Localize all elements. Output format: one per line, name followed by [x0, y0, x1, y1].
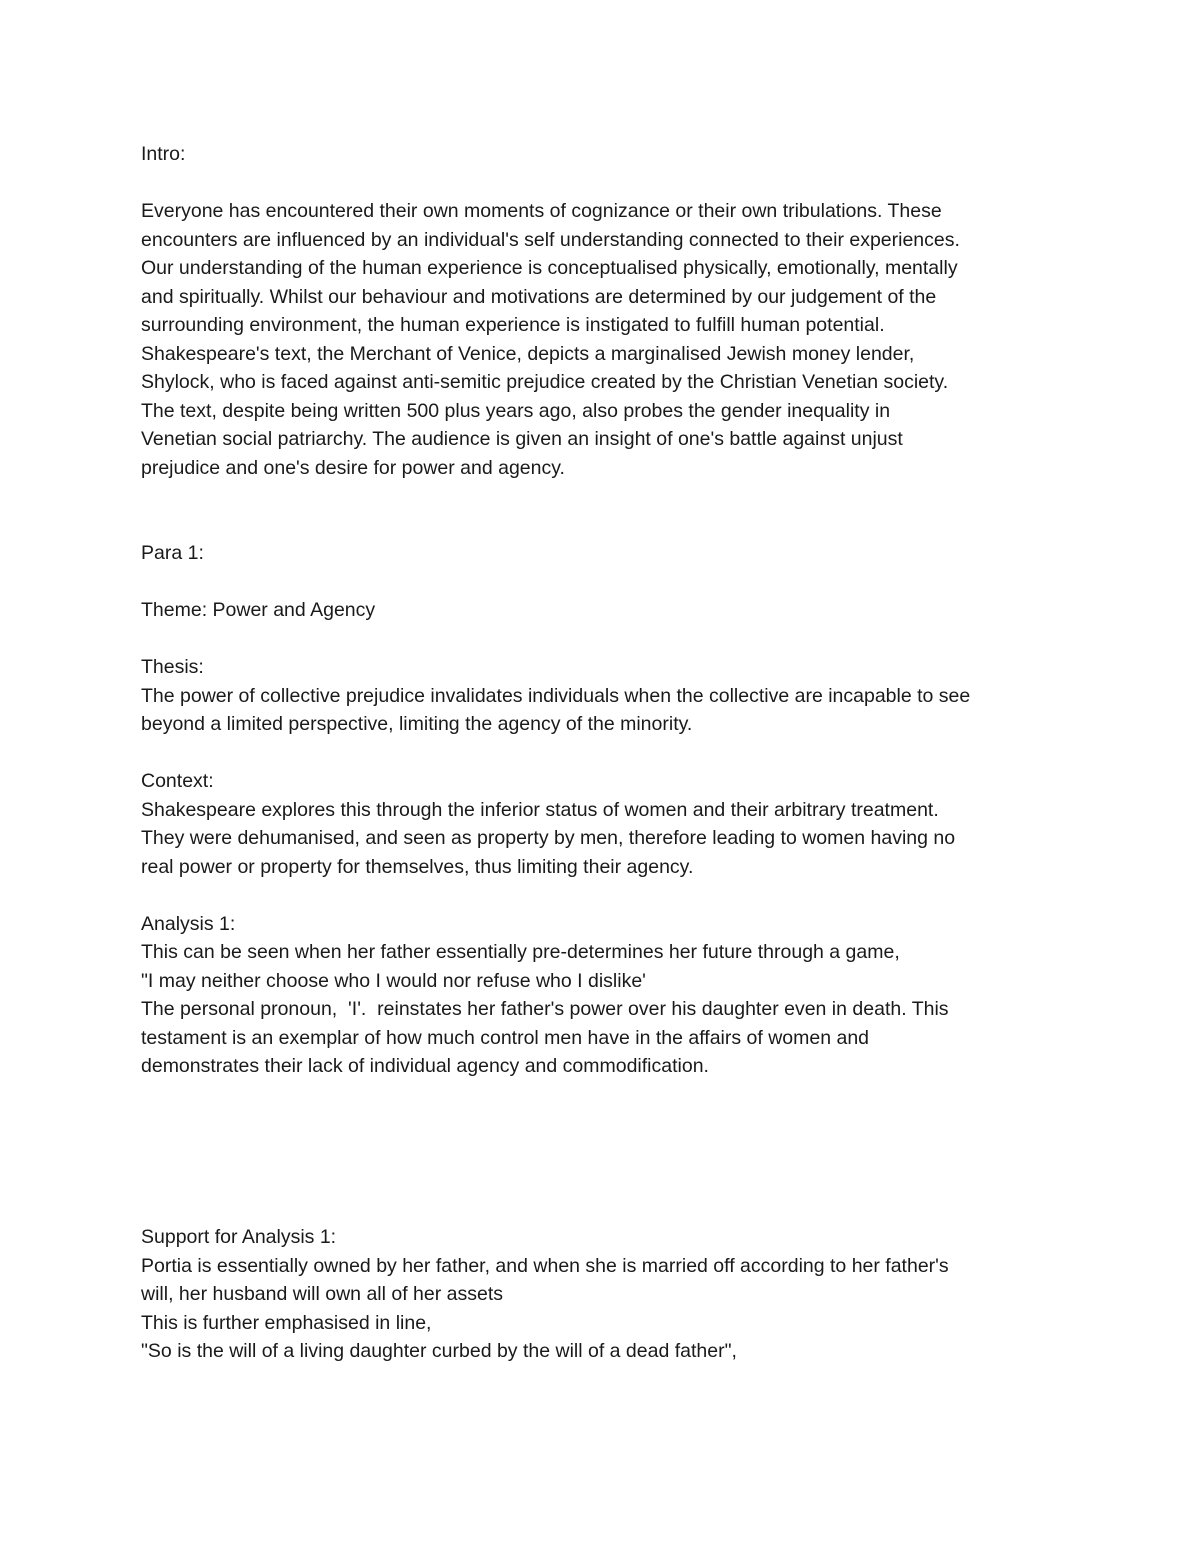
- intro-line: and spiritually. Whilst our behaviour and motivations are determined by our judgement of the: [141, 285, 937, 308]
- context-heading: Context:: [141, 770, 214, 792]
- context-line: Shakespeare explores this through the inferior status of women and their arbitrary treatment.: [141, 798, 939, 821]
- thesis-line: beyond a limited perspective, limiting the agency of the minority.: [141, 713, 693, 735]
- support-line: will, her husband will own all of her assets: [141, 1283, 504, 1305]
- intro-line: Shakespeare's text, the Merchant of Venice, depicts a marginalised Jewish money lender,: [141, 342, 915, 365]
- context-line: real power or property for themselves, thus limiting their agency.: [141, 855, 694, 878]
- intro-line: Venetian social patriarchy. The audience is given an insight of one's battle against unjust: [141, 428, 903, 450]
- support-line: This is further emphasised in line,: [141, 1311, 432, 1334]
- intro-line: Our understanding of the human experience is conceptualised physically, emotionally, mentally: [141, 257, 958, 279]
- para1-heading: Para 1:: [141, 542, 204, 564]
- support-line: Portia is essentially owned by her father, and when she is married off according to her father's: [141, 1254, 949, 1277]
- analysis1-heading: Analysis 1:: [141, 912, 236, 935]
- analysis1-line: demonstrates their lack of individual agency and commodification.: [141, 1055, 709, 1077]
- intro-line: prejudice and one's desire for power and agency.: [141, 456, 565, 479]
- support-heading: Support for Analysis 1:: [141, 1226, 337, 1248]
- thesis-line: The power of collective prejudice invalidates individuals when the collective are incapable to see: [141, 684, 971, 707]
- intro-line: surrounding environment, the human experience is instigated to fulfill human potential.: [141, 314, 885, 336]
- analysis1-line: This can be seen when her father essentially pre-determines her future through a game,: [141, 941, 900, 963]
- para1-section: [141, 539, 1071, 1366]
- analysis1-line: The personal pronoun, 'I'. reinstates her father's power over his daughter even in death. This: [141, 998, 949, 1020]
- analysis1-quote: "I may neither choose who I would nor refuse who I dislike': [141, 969, 646, 992]
- context-line: They were dehumanised, and seen as property by men, therefore leading to women having no: [141, 827, 956, 849]
- theme-line: Theme: Power and Agency: [141, 599, 376, 621]
- thesis-heading: Thesis:: [141, 656, 204, 678]
- analysis1-line: testament is an exemplar of how much control men have in the affairs of women and: [141, 1026, 870, 1049]
- intro-line: encounters are influenced by an individual's self understanding connected to their experiences.: [141, 228, 960, 251]
- intro-line: The text, despite being written 500 plus years ago, also probes the gender inequality in: [141, 399, 891, 422]
- document-page: [141, 140, 1071, 1366]
- intro-line: Everyone has encountered their own moments of cognizance or their own tribulations. These: [141, 200, 942, 222]
- intro-line: Shylock, who is faced against anti-semitic prejudice created by the Christian Venetian society.: [141, 371, 949, 393]
- support-quote: "So is the will of a living daughter curbed by the will of a dead father",: [141, 1340, 737, 1362]
- intro-heading: Intro:: [141, 143, 186, 165]
- intro-section: [141, 140, 1071, 482]
